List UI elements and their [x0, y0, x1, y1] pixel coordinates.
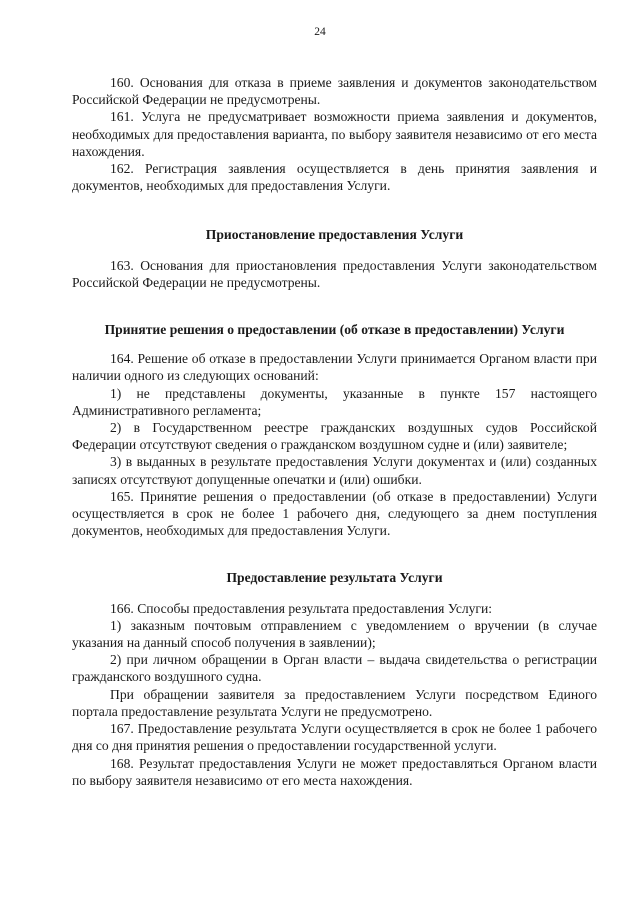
paragraph-160: 160. Основания для отказа в приеме заявления и документов законодательством Российской Федерации не предусмотрены.: [72, 75, 597, 108]
paragraph-162: 162. Регистрация заявления осуществляется в день принятия заявления и документов, необходимых для предоставления Услуги.: [72, 161, 597, 194]
list-item-166-2: 2) при личном обращении в Орган власти – выдача свидетельства о регистрации гражданского воздушного судна.: [72, 652, 597, 685]
paragraph-167: 167. Предоставление результата Услуги осуществляется в срок не более 1 рабочего дня со дня принятия решения о предоставлении государственной услуги.: [72, 721, 597, 754]
list-item-164-1: 1) не представлены документы, указанные в пункте 157 настоящего Административного регламента;: [72, 385, 597, 418]
paragraph-165: 165. Принятие решения о предоставлении (об отказе в предоставлении) Услуги осуществляется в срок не более 1 рабочего дня, следующего за днем поступления документов, необходимых для предоставления Услуги.: [72, 488, 597, 539]
paragraph-163: 163. Основания для приостановления предоставления Услуги законодательством Российской Федерации не предусмотрены.: [72, 257, 597, 290]
list-item-164-3: 3) в выданных в результате предоставления Услуги документах и (или) созданных записях отсутствуют допущенные опечатки и (или) ошибки.: [72, 454, 597, 487]
section-heading-decision: Принятие решения о предоставлении (об отказе в предоставлении) Услуги: [104, 322, 565, 338]
document-body: [72, 74, 597, 789]
paragraph-161: 161. Услуга не предусматривает возможности приема заявления и документов, необходимых для предоставления варианта, по выбору заявителя независимо от его места нахождения.: [72, 109, 597, 159]
page-number: 24: [314, 26, 326, 38]
paragraph-164: 164. Решение об отказе в предоставлении Услуги принимается Органом власти при наличии одного из следующих оснований:: [72, 351, 597, 384]
list-item-164-2: 2) в Государственном реестре гражданских воздушных судов Российской Федерации отсутствуют сведения о гражданском воздушном судне и (или) заявителе;: [72, 420, 597, 453]
list-item-166-1: 1) заказным почтовым отправлением с уведомлением о вручении (в случае указания на данный способ получения в заявлении);: [72, 617, 597, 651]
paragraph-168: 168. Результат предоставления Услуги не может предоставляться Органом власти по выбору заявителя независимо от его места нахождения.: [72, 755, 597, 788]
paragraph-166: 166. Способы предоставления результата предоставления Услуги:: [110, 600, 493, 616]
paragraph-portal: При обращении заявителя за предоставлением Услуги посредством Единого портала предоставление результата Услуги не предусмотрено.: [72, 686, 597, 719]
section-heading-suspension: Приостановление предоставления Услуги: [205, 227, 464, 243]
section-heading-result: Предоставление результата Услуги: [226, 570, 443, 586]
